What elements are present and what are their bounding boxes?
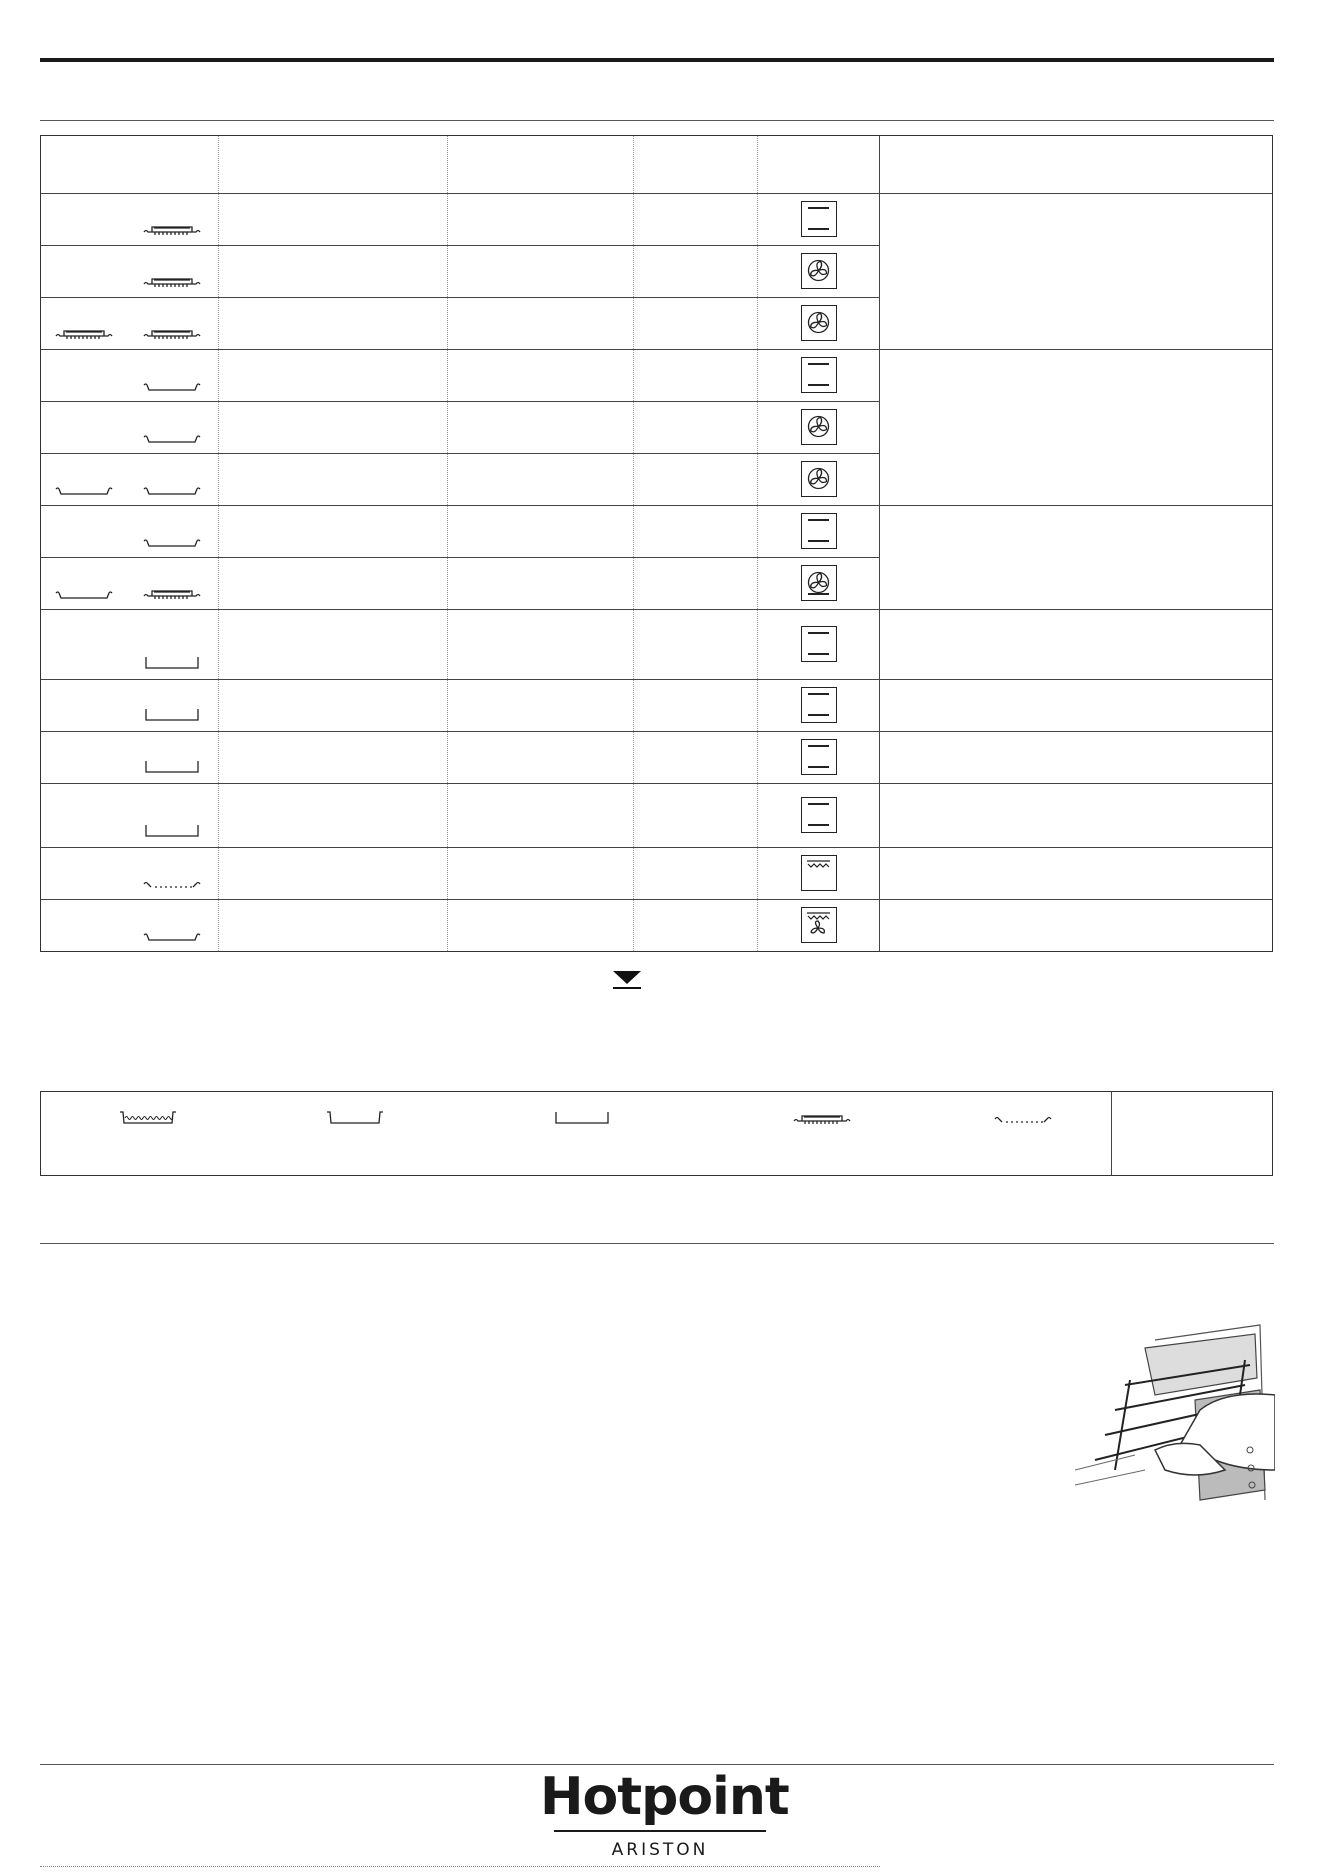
tray-legend-icon xyxy=(793,1110,851,1126)
flat-accessory-icon xyxy=(143,533,201,549)
table-row xyxy=(41,731,1272,783)
fan-bottom-oven-icon xyxy=(801,565,837,601)
table-row xyxy=(41,193,1272,245)
tray-accessory-icon xyxy=(143,273,201,289)
legend-divider xyxy=(1111,1092,1112,1175)
flat-accessory-icon xyxy=(143,927,201,943)
triangle-down-icon xyxy=(612,970,644,992)
tray-accessory-icon xyxy=(55,325,113,341)
static-oven-icon xyxy=(801,797,837,833)
table-row xyxy=(41,401,1272,453)
top-rule xyxy=(40,58,1274,62)
rack-accessory-icon xyxy=(143,875,201,891)
footer-rule xyxy=(40,1764,1274,1765)
deep-pan-legend-icon xyxy=(326,1110,384,1126)
pan-legend-icon xyxy=(553,1110,611,1126)
table-row xyxy=(41,609,1272,679)
flat-accessory-icon xyxy=(55,585,113,601)
table-row xyxy=(41,557,1272,609)
table-row xyxy=(41,505,1272,557)
accessory-legend xyxy=(40,1091,1273,1176)
pan-accessory-icon xyxy=(143,707,201,723)
oven-shelf-removal-illustration xyxy=(1075,1320,1275,1520)
flat-accessory-icon xyxy=(143,429,201,445)
pan-accessory-icon xyxy=(143,823,201,839)
water-pan-legend-icon xyxy=(119,1110,177,1126)
tray-accessory-icon xyxy=(143,221,201,237)
pan-accessory-icon xyxy=(143,655,201,671)
table-row xyxy=(41,847,1272,899)
static-oven-icon xyxy=(801,201,837,237)
logo-underline xyxy=(554,1830,766,1832)
table-row xyxy=(41,245,1272,297)
static-oven-icon xyxy=(801,626,837,662)
section-rule xyxy=(40,1243,1274,1244)
table-row xyxy=(41,297,1272,349)
static-oven-icon xyxy=(801,513,837,549)
footer-dotted-line xyxy=(40,1866,880,1868)
rack-legend-icon xyxy=(994,1110,1052,1126)
table-row xyxy=(41,679,1272,731)
table-row xyxy=(41,349,1272,401)
brand-name: Hotpoint xyxy=(540,1767,789,1827)
grill-icon xyxy=(801,855,837,891)
flat-accessory-icon xyxy=(55,481,113,497)
section-rule xyxy=(40,120,1274,121)
fan-oven-icon xyxy=(801,461,837,497)
grill-fan-icon xyxy=(801,907,837,943)
fan-oven-icon xyxy=(801,253,837,289)
cooking-table xyxy=(40,135,1273,952)
brand-subname: ARISTON xyxy=(611,1840,709,1860)
static-oven-icon xyxy=(801,357,837,393)
flat-accessory-icon xyxy=(143,481,201,497)
table-row xyxy=(41,783,1272,847)
fan-oven-icon xyxy=(801,409,837,445)
table-row xyxy=(41,453,1272,505)
static-oven-icon xyxy=(801,739,837,775)
pan-accessory-icon xyxy=(143,759,201,775)
static-oven-icon xyxy=(801,687,837,723)
brand-logo xyxy=(540,1767,789,1868)
flat-accessory-icon xyxy=(143,377,201,393)
tray-accessory-icon xyxy=(143,585,201,601)
tray-accessory-icon xyxy=(143,325,201,341)
fan-oven-icon xyxy=(801,305,837,341)
table-row xyxy=(41,899,1272,951)
